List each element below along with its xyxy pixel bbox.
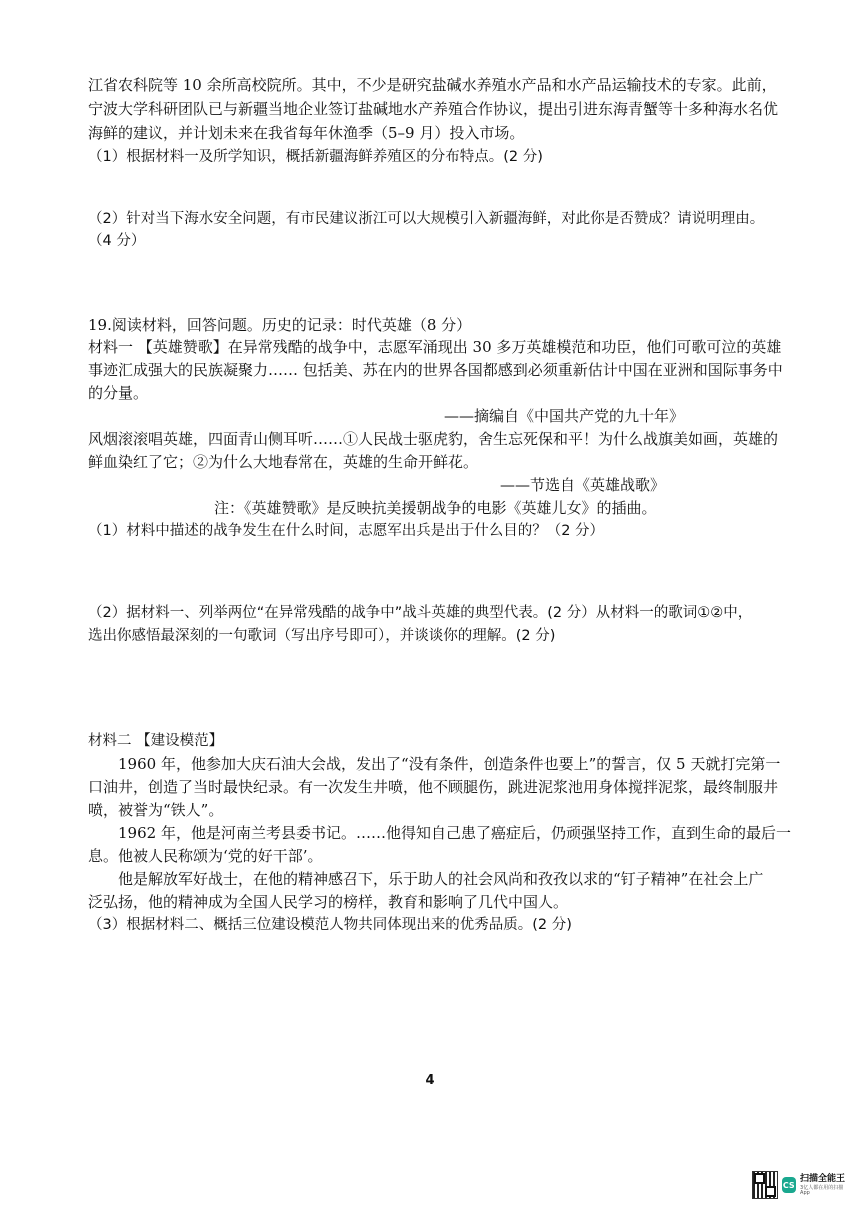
page-number: 4 xyxy=(425,1073,435,1088)
q19-lyric-line2: 鲜血染红了它；②为什么大地春常在，英雄的生命开鲜花。 xyxy=(88,453,479,471)
q19-note: 注：《英雄赞歌》是反映抗美援朝战争的电影《英雄儿女》的插曲。 xyxy=(214,499,657,517)
q18-sub1: （1）根据材料一及所学知识，概括新疆海鲜养殖区的分布特点。(2 分) xyxy=(88,149,543,165)
q18-sub2-line1: （2）针对当下海水安全问题，有市民建议浙江可以大规模引入新疆海鲜，对此你是否赞成？请说明理由。 xyxy=(88,211,765,227)
watermark-app-name: 扫描全能王 xyxy=(800,1173,846,1184)
q19-material2-p2-line2: 息。他被人民称颂为‘党的好干部’。 xyxy=(88,847,323,865)
q19-material2-p3-line2: 泛弘扬，他的精神成为全国人民学习的榜样，教育和影响了几代中国人。 xyxy=(88,893,569,911)
q19-material2-p1-line3: 喷，被誉为“铁人”。 xyxy=(88,801,224,819)
q19-sub1: （1）材料中描述的战争发生在什么时间，志愿军出兵是出于什么目的？（2 分） xyxy=(88,523,605,539)
q19-material1-line1: 材料一 【英雄赞歌】在异常残酷的战争中，志愿军涌现出 30 多万英雄模范和功臣，他们可歌可泣的英雄 xyxy=(88,338,782,356)
watermark-text xyxy=(800,1175,848,1196)
q19-material2-p1-line2: 口油井，创造了当时最快纪录。有一次发生井喷，他不顾腿伤，跳进泥浆池用身体搅拌泥浆，最终制服井 xyxy=(88,778,779,796)
q19-heading: 19.阅读材料，回答问题。历史的记录：时代英雄（8 分） xyxy=(88,316,472,334)
intro-line-2: 宁波大学科研团队已与新疆当地企业签订盐碱地水产养殖合作协议，提出引进东海青蟹等十多种海水名优 xyxy=(88,100,779,118)
q19-material1-line2: 事迹汇成强大的民族凝聚力…… 包括美、苏在内的世界各国都感到必须重新估计中国在亚洲和国际事务中 xyxy=(88,361,783,379)
q19-sub2-line2: 选出你感悟最深刻的一句歌词（写出序号即可），并谈谈你的理解。(2 分) xyxy=(88,628,556,644)
q19-sub2-line1: （2）据材料一、列举两位“在异常残酷的战争中”战斗英雄的典型代表。(2 分）从材料一的歌词①②中， xyxy=(88,605,753,621)
intro-line-1: 江省农科院等 10 余所高校院所。其中，不少是研究盐碱水养殖水产品和水产品运输技术的专家。此前， xyxy=(88,76,777,94)
q19-material2-p2-line1: 1962 年，他是河南兰考县委书记。……他得知自己患了癌症后，仍顽强坚持工作，直到生命的最后一 xyxy=(118,824,791,842)
q19-material1-line3: 的分量。 xyxy=(88,384,149,402)
q19-material1-source: ——摘编自《中国共产党的九十年》 xyxy=(444,407,685,425)
q19-material2-p3-line1: 他是解放军好战士，在他的精神感召下，乐于助人的社会风尚和孜孜以求的“钉子精神”在社会上广 xyxy=(118,870,764,888)
scanner-watermark xyxy=(752,1168,848,1202)
q18-sub2-line2: （4 分） xyxy=(88,233,146,249)
watermark-tagline: 3亿人都在用的扫描App xyxy=(800,1184,844,1196)
intro-line-3: 海鲜的建议，并计划未来在我省每年休渔季（5–9 月）投入市场。 xyxy=(88,124,525,142)
q19-sub3: （3）根据材料二、概括三位建设模范人物共同体现出来的优秀品质。(2 分) xyxy=(88,917,572,933)
q19-material2-heading: 材料二 【建设模范】 xyxy=(88,733,224,749)
q19-material2-p1-line1: 1960 年，他参加大庆石油大会战，发出了“没有条件，创造条件也要上”的誓言，仅 5 天就打完第一 xyxy=(118,755,781,773)
q19-lyric-source: ——节选自《英雄战歌》 xyxy=(500,476,666,494)
q19-lyric-line1: 风烟滚滚唱英雄，四面青山侧耳听……①人民战士驱虎豹，舍生忘死保和平！为什么战旗美如画，英雄的 xyxy=(88,430,779,448)
camscanner-logo-icon: CS xyxy=(782,1177,796,1193)
qr-code-icon xyxy=(752,1171,778,1199)
